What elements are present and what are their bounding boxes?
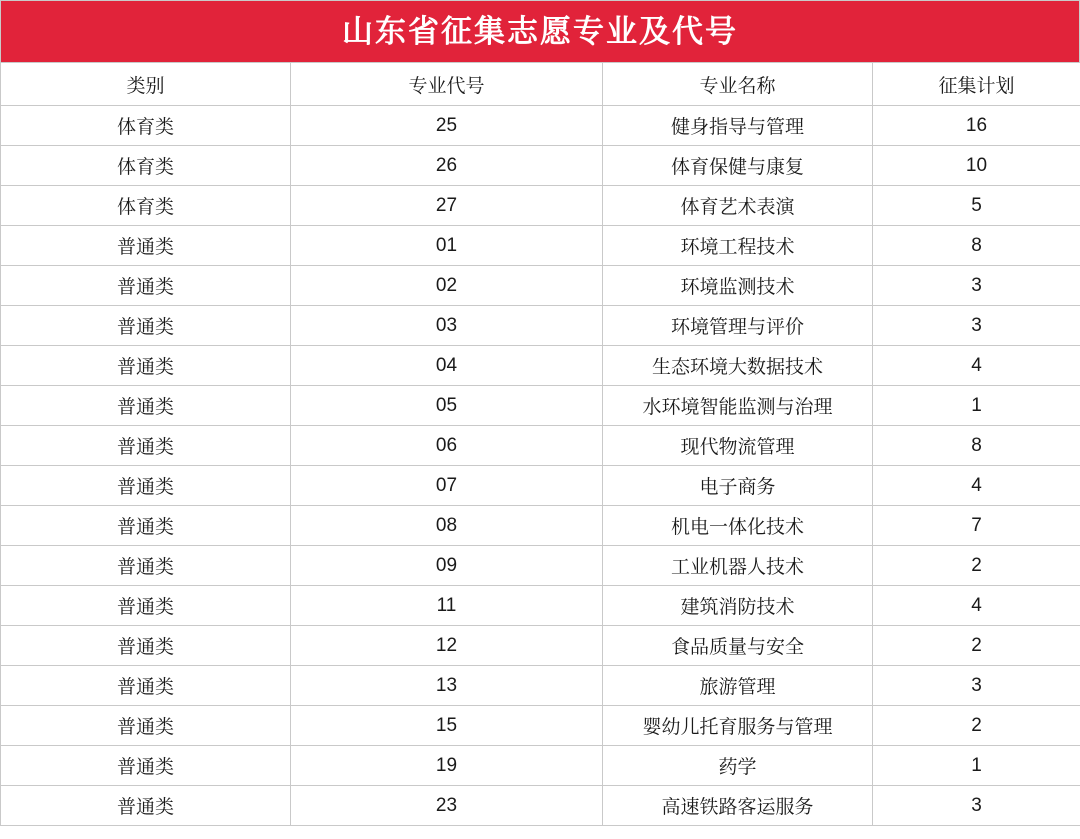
cell-category: 普通类	[1, 706, 291, 746]
cell-major-name: 食品质量与安全	[603, 626, 873, 666]
column-header-category: 类别	[1, 63, 291, 106]
cell-major-name: 健身指导与管理	[603, 106, 873, 146]
cell-plan: 5	[873, 186, 1080, 226]
table-row	[1, 786, 1080, 826]
cell-plan: 8	[873, 226, 1080, 266]
cell-category: 普通类	[1, 306, 291, 346]
cell-major-code: 06	[291, 426, 603, 466]
cell-major-code: 03	[291, 306, 603, 346]
cell-plan: 7	[873, 506, 1080, 546]
cell-major-name: 环境管理与评价	[603, 306, 873, 346]
cell-category: 普通类	[1, 546, 291, 586]
cell-major-code: 08	[291, 506, 603, 546]
majors-table	[0, 62, 1080, 826]
table-row	[1, 546, 1080, 586]
table-body	[1, 106, 1080, 826]
cell-major-name: 机电一体化技术	[603, 506, 873, 546]
cell-major-name: 工业机器人技术	[603, 546, 873, 586]
cell-category: 普通类	[1, 506, 291, 546]
table-row	[1, 146, 1080, 186]
table-row	[1, 586, 1080, 626]
cell-plan: 3	[873, 266, 1080, 306]
cell-major-code: 15	[291, 706, 603, 746]
cell-category: 普通类	[1, 386, 291, 426]
cell-major-code: 27	[291, 186, 603, 226]
cell-major-name: 体育保健与康复	[603, 146, 873, 186]
cell-category: 普通类	[1, 346, 291, 386]
column-header-major-code: 专业代号	[291, 63, 603, 106]
cell-major-name: 水环境智能监测与治理	[603, 386, 873, 426]
cell-category: 普通类	[1, 666, 291, 706]
cell-category: 普通类	[1, 426, 291, 466]
cell-category: 普通类	[1, 786, 291, 826]
table-row	[1, 226, 1080, 266]
cell-major-name: 生态环境大数据技术	[603, 346, 873, 386]
table-row	[1, 266, 1080, 306]
table-row	[1, 346, 1080, 386]
cell-category: 体育类	[1, 186, 291, 226]
cell-plan: 8	[873, 426, 1080, 466]
table-row	[1, 306, 1080, 346]
cell-major-name: 旅游管理	[603, 666, 873, 706]
cell-plan: 16	[873, 106, 1080, 146]
page-title: 山东省征集志愿专业及代号	[342, 14, 738, 49]
cell-major-code: 12	[291, 626, 603, 666]
cell-major-name: 婴幼儿托育服务与管理	[603, 706, 873, 746]
table-row	[1, 426, 1080, 466]
table-row	[1, 106, 1080, 146]
cell-major-code: 26	[291, 146, 603, 186]
cell-major-name: 药学	[603, 746, 873, 786]
cell-plan: 1	[873, 746, 1080, 786]
cell-plan: 10	[873, 146, 1080, 186]
cell-major-code: 25	[291, 106, 603, 146]
cell-plan: 2	[873, 706, 1080, 746]
cell-major-code: 04	[291, 346, 603, 386]
cell-plan: 4	[873, 346, 1080, 386]
table-row	[1, 186, 1080, 226]
table-header-row	[1, 63, 1080, 106]
cell-major-code: 01	[291, 226, 603, 266]
cell-category: 普通类	[1, 746, 291, 786]
table-row	[1, 746, 1080, 786]
cell-major-code: 05	[291, 386, 603, 426]
cell-major-name: 环境监测技术	[603, 266, 873, 306]
table-header	[1, 63, 1080, 106]
cell-major-code: 02	[291, 266, 603, 306]
cell-major-code: 13	[291, 666, 603, 706]
cell-major-code: 11	[291, 586, 603, 626]
cell-major-code: 09	[291, 546, 603, 586]
cell-plan: 2	[873, 626, 1080, 666]
cell-category: 普通类	[1, 466, 291, 506]
cell-plan: 4	[873, 466, 1080, 506]
cell-category: 普通类	[1, 226, 291, 266]
table-row	[1, 506, 1080, 546]
column-header-major-name: 专业名称	[603, 63, 873, 106]
cell-major-code: 23	[291, 786, 603, 826]
table-row	[1, 626, 1080, 666]
column-header-plan: 征集计划	[873, 63, 1080, 106]
cell-plan: 3	[873, 666, 1080, 706]
cell-major-code: 07	[291, 466, 603, 506]
cell-plan: 3	[873, 786, 1080, 826]
table-row	[1, 386, 1080, 426]
cell-major-name: 高速铁路客运服务	[603, 786, 873, 826]
cell-plan: 3	[873, 306, 1080, 346]
document-title-bar	[0, 0, 1080, 62]
cell-major-name: 现代物流管理	[603, 426, 873, 466]
cell-major-name: 电子商务	[603, 466, 873, 506]
table-row	[1, 706, 1080, 746]
cell-major-name: 体育艺术表演	[603, 186, 873, 226]
table-row	[1, 466, 1080, 506]
table-row	[1, 666, 1080, 706]
cell-category: 普通类	[1, 266, 291, 306]
cell-plan: 1	[873, 386, 1080, 426]
cell-major-name: 建筑消防技术	[603, 586, 873, 626]
cell-category: 体育类	[1, 106, 291, 146]
cell-plan: 4	[873, 586, 1080, 626]
cell-major-name: 环境工程技术	[603, 226, 873, 266]
cell-major-code: 19	[291, 746, 603, 786]
cell-plan: 2	[873, 546, 1080, 586]
cell-category: 体育类	[1, 146, 291, 186]
cell-category: 普通类	[1, 626, 291, 666]
cell-category: 普通类	[1, 586, 291, 626]
